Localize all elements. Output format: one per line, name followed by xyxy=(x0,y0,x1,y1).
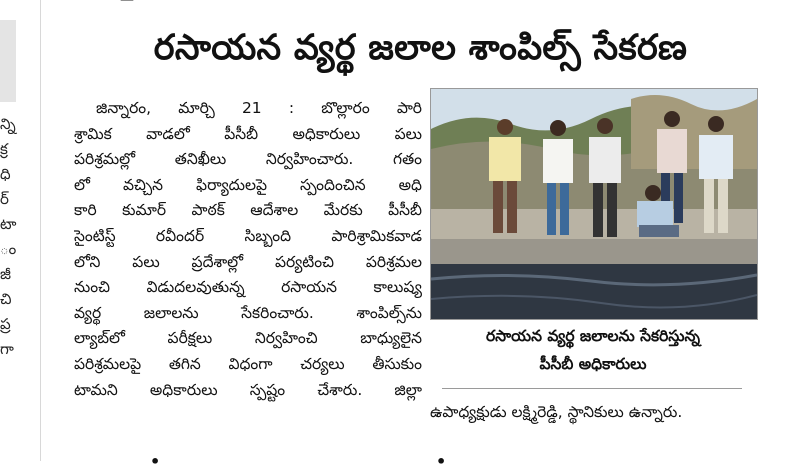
column-divider xyxy=(40,0,41,461)
photo-caption-line-2: పీసీబీ అధికారులు xyxy=(539,355,647,373)
previous-column-fragments xyxy=(0,112,22,362)
article-body-line: కారి కుమార్ పాఠక్ ఆదేశాల మేరకు పీసీబీ xyxy=(74,201,422,220)
article-body-line: ల్యాబ్‌లో పరీక్షలు నిర్వహించి బాధ్యులైన xyxy=(74,329,422,348)
caption-rule xyxy=(442,388,742,389)
sidebar-shade-box xyxy=(0,20,16,102)
article-body-line: జిన్నారం, మార్చి 21 : బొల్లారం పారి xyxy=(96,99,422,117)
previous-column-line: గా xyxy=(0,340,14,358)
article-continuation: ఉపాధ్యక్షుడు లక్ష్మిరెడ్డి, స్థానికులు ఉన్నారు. xyxy=(430,403,683,421)
photo-caption-line-1: రసాయన వ్యర్థ జలాలను సేకరిస్తున్న xyxy=(485,327,700,345)
bottom-cropped-text-2: • xyxy=(436,452,447,471)
top-cropped-text: — xyxy=(120,0,134,8)
bottom-cropped-text: • xyxy=(150,452,161,471)
previous-column-line: ప్ర xyxy=(0,315,11,333)
article-body-line: నుంచి విడుదలవుతున్న రసాయన కాలుష్య xyxy=(74,278,422,297)
article-body-line: లో వచ్చిన ఫిర్యాదులపై స్పందించిన అధి xyxy=(74,175,422,194)
article-headline: రసాయన వ్యర్థ జలాల శాంపిల్స్ సేకరణ xyxy=(153,28,688,68)
previous-column-line: ధి xyxy=(0,165,11,183)
previous-column-line: చి xyxy=(0,290,12,308)
article-body-line: పరిశ్రమలపై తగిన విధంగా చర్యలు తీసుకుం xyxy=(74,354,422,373)
previous-column-line: జీ xyxy=(0,265,11,283)
previous-column-line: ర్ xyxy=(0,190,9,208)
article-body-line: సైంటిస్ట్ రవీందర్ సిబ్బంది పారిశ్రామికవాడ xyxy=(74,226,422,245)
previous-column-line: ం xyxy=(0,240,17,258)
previous-column-line: న్ని xyxy=(0,115,16,133)
article-body xyxy=(74,96,422,403)
article-body-line: లోని పలు ప్రదేశాల్లో పర్యటించి పరిశ్రమల xyxy=(74,252,422,271)
article-body-line: శ్రామిక వాడలో పీసీబీ అధికారులు పలు xyxy=(74,124,422,143)
article-body-line: టామని అధికారులు స్పష్టం చేశారు. జిల్లా xyxy=(74,380,422,399)
previous-column-line: క్ర xyxy=(0,140,8,158)
news-photo-illustration xyxy=(431,89,757,319)
article-body-line: వ్యర్థ జలాలను సేకరించారు. శాంపిల్స్‌ను xyxy=(74,303,422,322)
news-photo xyxy=(430,88,758,320)
previous-column-line: టా xyxy=(0,215,17,233)
article-body-line: పరిశ్రమల్లో తనిఖీలు నిర్వహించారు. గతం xyxy=(74,150,422,169)
